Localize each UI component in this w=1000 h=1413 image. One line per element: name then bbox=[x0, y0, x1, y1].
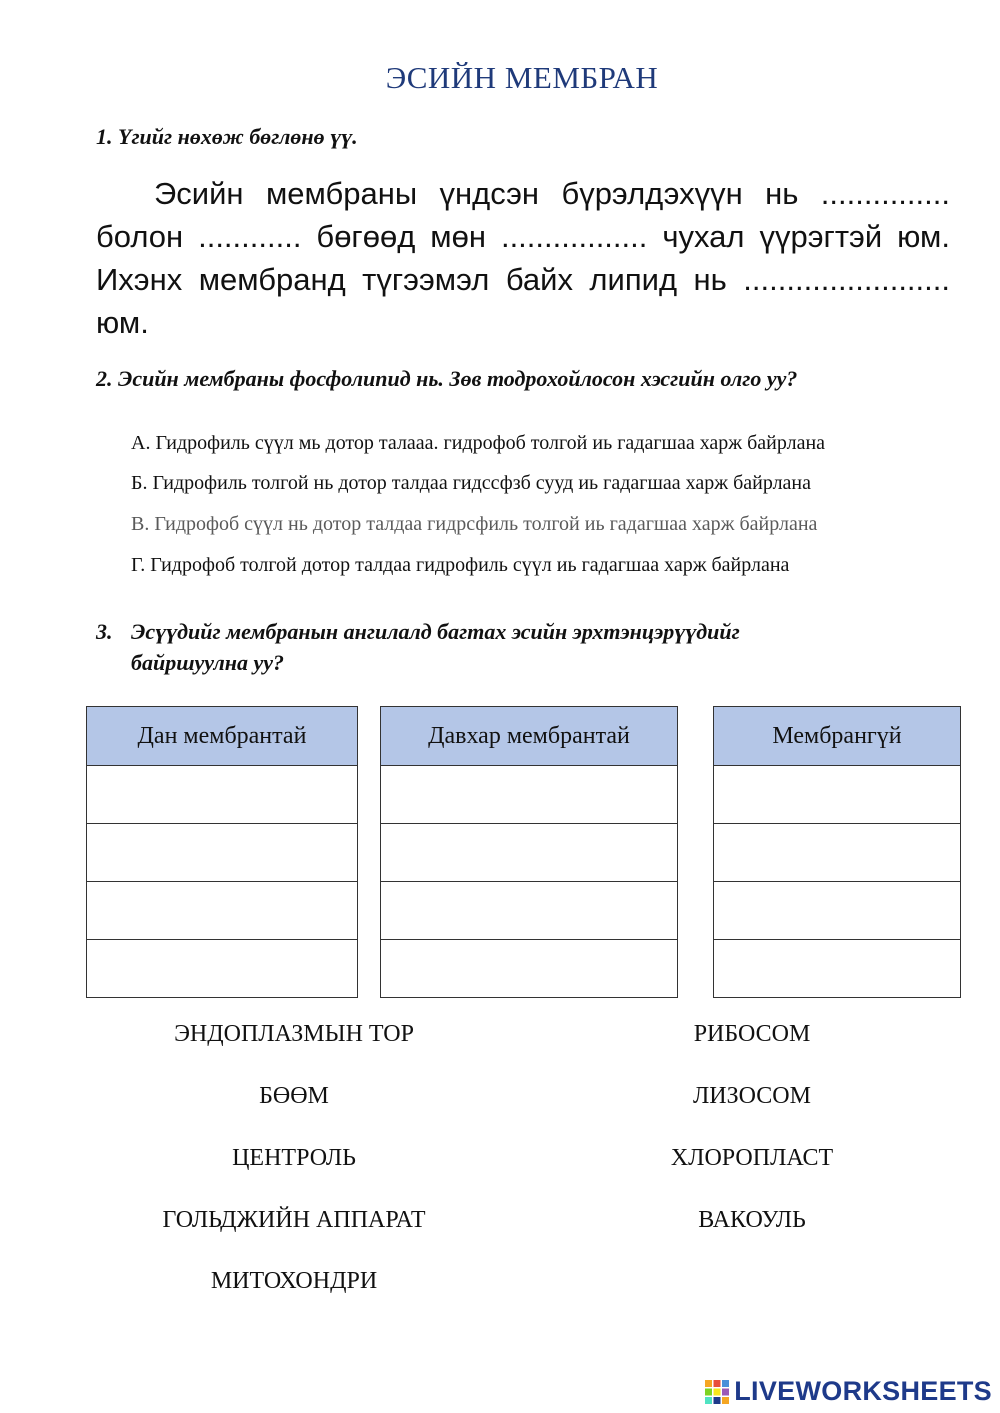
question-3-number: 3. bbox=[96, 619, 113, 644]
liveworksheets-grid-icon bbox=[704, 1379, 730, 1405]
fill-in-passage bbox=[96, 172, 950, 344]
drop-slot[interactable] bbox=[381, 940, 678, 998]
draggable-word-golgi[interactable]: ГОЛЬДЖИЙН АППАРАТ bbox=[162, 1207, 426, 1233]
no-membrane-table bbox=[713, 706, 961, 998]
draggable-word-centriole[interactable]: ЦЕНТРОЛЬ bbox=[232, 1145, 356, 1171]
drop-slot[interactable] bbox=[381, 766, 678, 824]
option-c[interactable]: В. Гидрофоб сүүл нь дотор талдаа гидрсфиль толгой иь гадагшаа харж байрлана bbox=[131, 513, 818, 535]
question-3-line2: байршуулна уу? bbox=[131, 650, 285, 675]
drop-slot[interactable] bbox=[381, 882, 678, 940]
drop-slot[interactable] bbox=[714, 882, 961, 940]
drop-slot[interactable] bbox=[87, 766, 358, 824]
column-header: Дан мембрантай bbox=[87, 707, 358, 766]
drop-slot[interactable] bbox=[87, 824, 358, 882]
passage-text: Эсийн мембраны үндсэн бүрэлдэхүүн нь ............... болон ............ бөгөөд мөн ................. чухал үүрэгтэй юм. Ихэнх мембранд түгээмэл байх липид нь ........................ юм. bbox=[96, 176, 950, 340]
column-header: Давхар мембрантай bbox=[381, 707, 678, 766]
drop-slot[interactable] bbox=[87, 882, 358, 940]
option-a[interactable]: А. Гидрофиль сүүл мь дотор талааа. гидрофоб толгой иь гадагшаа харж байрлана bbox=[131, 432, 826, 454]
question-3-heading bbox=[96, 616, 740, 678]
draggable-word-lysosome[interactable]: ЛИЗОСОМ bbox=[693, 1083, 811, 1109]
draggable-word-ribosome[interactable]: РИБОСОМ bbox=[693, 1021, 811, 1047]
draggable-word-er[interactable]: ЭНДОПЛАЗМЫН ТОР bbox=[174, 1021, 414, 1047]
brand-text: LIVEWORKSHEETS bbox=[734, 1376, 992, 1406]
question-2-heading: 2. Эсийн мембраны фосфолипид нь. Зөв тодрохойлосон хэсгийн олго уу? bbox=[96, 366, 798, 391]
drop-slot[interactable] bbox=[87, 940, 358, 998]
question-1-heading: 1. Үгийг нөхөж бөглөнө үү. bbox=[96, 124, 358, 149]
single-membrane-table bbox=[86, 706, 358, 998]
page-title: ЭСИЙН МЕМБРАН bbox=[385, 60, 659, 95]
liveworksheets-logo bbox=[704, 1376, 992, 1407]
drop-slot[interactable] bbox=[714, 824, 961, 882]
drop-slot[interactable] bbox=[714, 766, 961, 824]
option-b[interactable]: Б. Гидрофиль толгой нь дотор талдаа гидссфзб сууд иь гадагшаа харж байрлана bbox=[131, 472, 812, 494]
double-membrane-table bbox=[380, 706, 678, 998]
draggable-word-chloroplast[interactable]: ХЛОРОПЛАСТ bbox=[670, 1145, 834, 1171]
option-d[interactable]: Г. Гидрофоб толгой дотор талдаа гидрофиль сүүл иь гадагшаа харж байрлана bbox=[131, 554, 790, 576]
drop-slot[interactable] bbox=[381, 824, 678, 882]
question-3-line1: Эсүүдийг мембранын ангилалд багтах эсийн эрхтэнцэрүүдийг bbox=[131, 619, 740, 644]
draggable-word-vacuole[interactable]: ВАКОУЛЬ bbox=[698, 1207, 806, 1233]
drop-slot[interactable] bbox=[714, 940, 961, 998]
column-header: Мембрангүй bbox=[714, 707, 961, 766]
draggable-word-mitochondria[interactable]: МИТОХОНДРИ bbox=[210, 1268, 378, 1294]
draggable-word-nucleus[interactable]: БӨӨМ bbox=[259, 1083, 329, 1109]
